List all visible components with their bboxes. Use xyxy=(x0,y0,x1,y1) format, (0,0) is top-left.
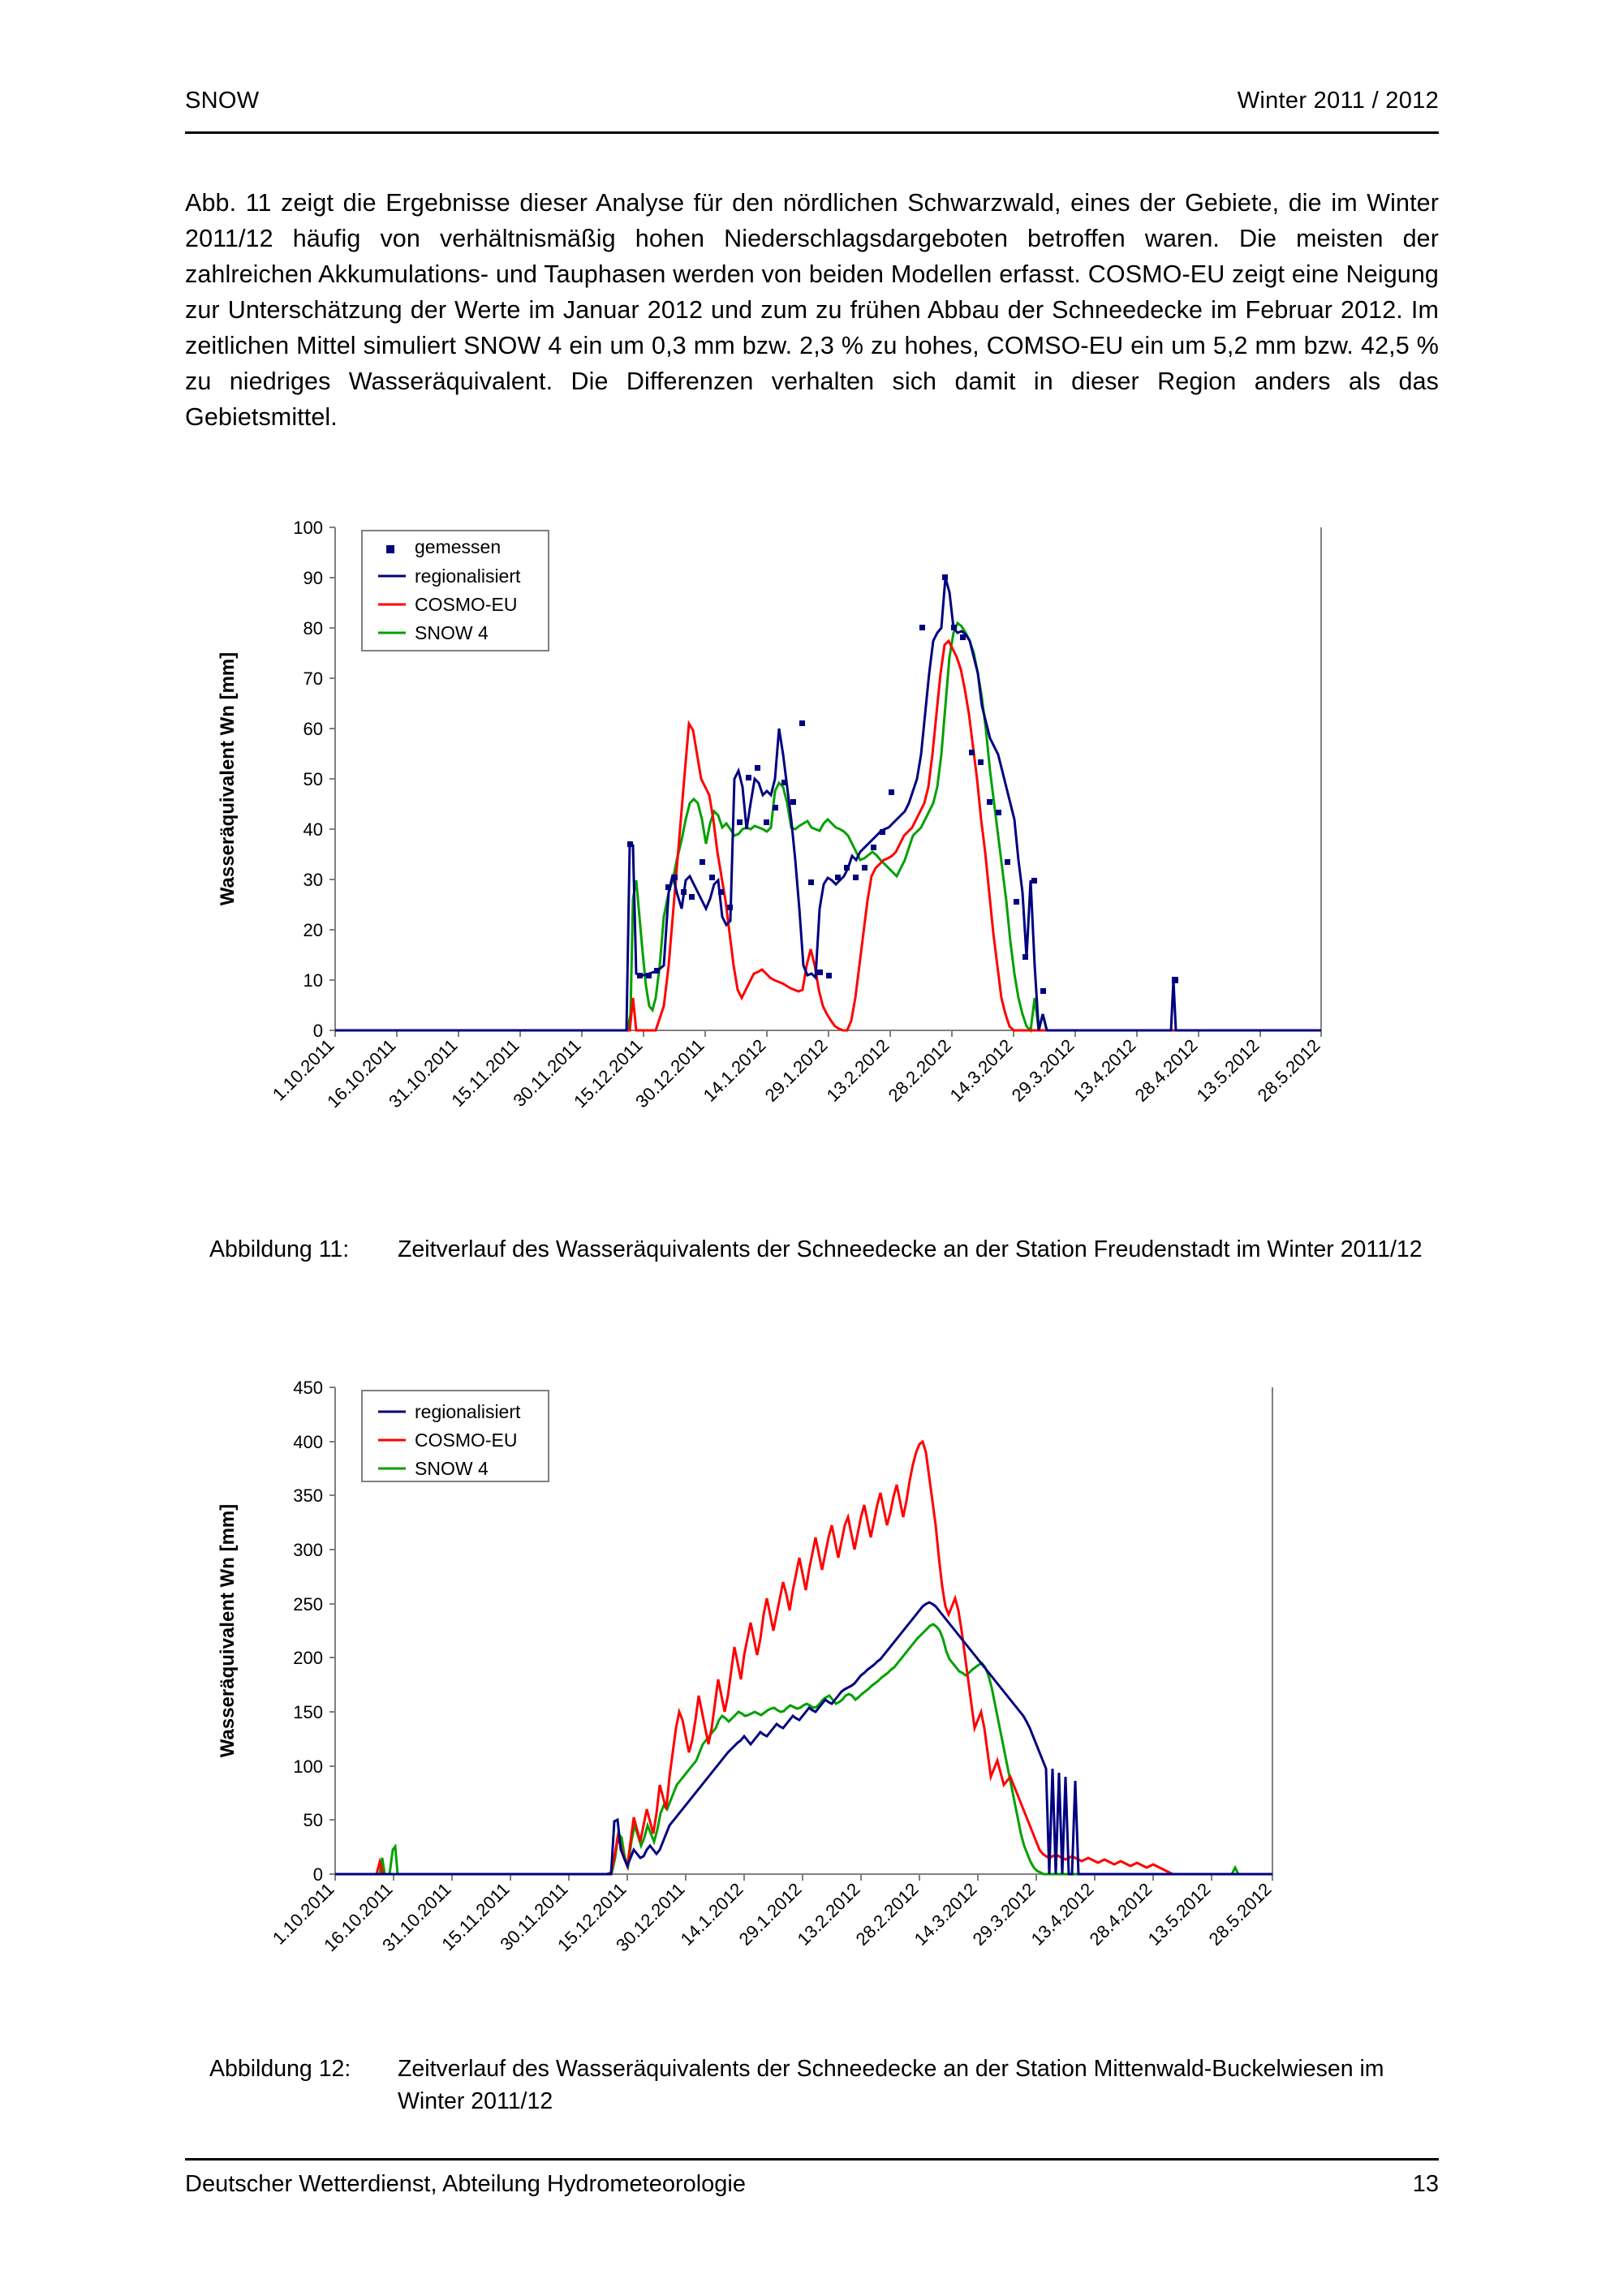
svg-text:1.10.2011: 1.10.2011 xyxy=(268,1878,338,1949)
page-footer xyxy=(185,2171,1439,2208)
svg-text:29.3.2012: 29.3.2012 xyxy=(1007,1034,1078,1106)
chart-11-svg xyxy=(185,511,1439,1168)
svg-text:13.2.2012: 13.2.2012 xyxy=(822,1034,893,1106)
figure-12-caption-label: Abbildung 12: xyxy=(209,2056,351,2082)
chart-11-series-cosmo xyxy=(335,641,1321,1030)
svg-text:16.10.2011: 16.10.2011 xyxy=(323,1034,400,1112)
svg-text:50: 50 xyxy=(303,769,323,789)
svg-text:300: 300 xyxy=(293,1540,323,1560)
svg-text:40: 40 xyxy=(303,819,323,840)
legend-label-snow4: SNOW 4 xyxy=(415,622,489,643)
svg-text:13.4.2012: 13.4.2012 xyxy=(1069,1034,1140,1106)
chart-12-legend xyxy=(362,1391,549,1481)
svg-text:0: 0 xyxy=(312,1021,323,1041)
svg-text:70: 70 xyxy=(303,669,323,689)
svg-text:13.5.2012: 13.5.2012 xyxy=(1143,1878,1215,1950)
svg-text:29.1.2012: 29.1.2012 xyxy=(734,1878,806,1950)
legend-label-regionalisiert: regionalisiert xyxy=(415,565,521,587)
svg-text:28.5.2012: 28.5.2012 xyxy=(1253,1034,1324,1106)
legend-marker-gemessen xyxy=(386,545,394,553)
svg-text:13.5.2012: 13.5.2012 xyxy=(1192,1034,1264,1106)
footer-left-text: Deutscher Wetterdienst, Abteilung Hydrometeorologie xyxy=(185,2171,747,2197)
svg-text:10: 10 xyxy=(303,970,323,991)
chart-12 xyxy=(185,1371,1439,1996)
svg-text:15.11.2011: 15.11.2011 xyxy=(437,1878,514,1955)
svg-text:28.2.2012: 28.2.2012 xyxy=(851,1878,923,1950)
svg-text:1.10.2011: 1.10.2011 xyxy=(268,1034,338,1105)
page-header xyxy=(185,88,1439,128)
legend-label-cosmo: COSMO-EU xyxy=(415,594,518,615)
svg-text:0: 0 xyxy=(312,1864,323,1885)
svg-text:90: 90 xyxy=(303,568,323,588)
svg-text:15.12.2011: 15.12.2011 xyxy=(570,1034,647,1112)
chart-11-y-axis-title: Wasseräquivalent Wn [mm] xyxy=(217,651,239,906)
svg-text:28.5.2012: 28.5.2012 xyxy=(1204,1878,1276,1950)
svg-text:30: 30 xyxy=(303,870,323,890)
legend-label-regionalisiert: regionalisiert xyxy=(415,1401,521,1422)
chart-12-y-axis-title: Wasseräquivalent Wn [mm] xyxy=(217,1503,239,1758)
svg-text:100: 100 xyxy=(293,1756,323,1777)
svg-text:30.11.2011: 30.11.2011 xyxy=(496,1878,572,1955)
body-paragraph: Abb. 11 zeigt die Ergebnisse dieser Analyse für den nördlichen Schwarzwald, eines der Gebiete, die im Winter 2011/12 häufig von verhältnismäßig hohen Niederschlagsdargeboten betroffen waren. Die meisten der zahlreichen Akkumulations- und Tauphasen werden von beiden Modellen erfasst. COSMO-EU zeigt eine Neigung zur Unterschätzung der Werte im Januar 2012 und zum zu frühen Abbau der Schneedecke im Februar 2012. Im zeitlichen Mittel simuliert SNOW 4 ein um 0,3 mm bzw. 2,3 % zu hohes, COMSO-EU ein um 5,2 mm bzw. 42,5 % zu niedriges Wasseräquivalent. Die Differenzen verhalten sich damit in dieser Region anders als das Gebietsmittel. xyxy=(185,189,1439,431)
chart-12-svg xyxy=(185,1371,1439,1996)
figure-12-caption xyxy=(209,2053,1443,2118)
legend-label-gemessen: gemessen xyxy=(415,536,502,557)
svg-text:14.1.2012: 14.1.2012 xyxy=(699,1034,770,1106)
svg-text:13.2.2012: 13.2.2012 xyxy=(793,1878,864,1950)
svg-text:30.11.2011: 30.11.2011 xyxy=(509,1034,585,1111)
figure-11-caption-text: Zeitverlauf des Wasseräquivalents der Schneedecke an der Station Freudenstadt im Winter 2011/12 xyxy=(398,1236,1423,1262)
header-divider xyxy=(185,131,1439,134)
chart-12-series-regionalisiert xyxy=(335,1602,1272,1874)
page-number: 13 xyxy=(1412,2171,1439,2197)
svg-text:350: 350 xyxy=(293,1486,323,1506)
svg-text:250: 250 xyxy=(293,1594,323,1615)
svg-text:400: 400 xyxy=(293,1432,323,1452)
figure-11 xyxy=(185,511,1439,1168)
chart-12-series-cosmo xyxy=(335,1442,1272,1874)
svg-text:20: 20 xyxy=(303,920,323,940)
svg-text:13.4.2012: 13.4.2012 xyxy=(1027,1878,1098,1950)
chart-12-series-snow4 xyxy=(335,1624,1272,1874)
figure-11-caption xyxy=(209,1233,1443,1266)
chart-11-x-ticks xyxy=(269,1030,1324,1111)
svg-text:14.3.2012: 14.3.2012 xyxy=(910,1878,981,1950)
svg-text:28.2.2012: 28.2.2012 xyxy=(884,1034,955,1106)
svg-text:60: 60 xyxy=(303,719,323,739)
svg-text:31.10.2011: 31.10.2011 xyxy=(385,1034,462,1112)
svg-text:28.4.2012: 28.4.2012 xyxy=(1085,1878,1156,1950)
svg-text:80: 80 xyxy=(303,618,323,638)
svg-text:15.12.2011: 15.12.2011 xyxy=(553,1878,631,1956)
svg-text:100: 100 xyxy=(293,518,323,538)
chart-11-series-snow4 xyxy=(335,623,1321,1030)
svg-text:200: 200 xyxy=(293,1648,323,1668)
chart-11-legend xyxy=(362,531,549,651)
figure-12 xyxy=(185,1371,1439,1996)
header-left-text: SNOW xyxy=(185,88,260,114)
chart-12-y-ticks xyxy=(293,1378,335,1885)
footer-divider xyxy=(185,2158,1439,2161)
svg-text:14.1.2012: 14.1.2012 xyxy=(676,1878,747,1950)
svg-text:29.1.2012: 29.1.2012 xyxy=(760,1034,832,1106)
svg-text:15.11.2011: 15.11.2011 xyxy=(447,1034,523,1111)
chart-12-x-ticks xyxy=(269,1874,1276,1955)
figure-12-caption-text: Zeitverlauf des Wasseräquivalents der Schneedecke an der Station Mittenwald-Buckelwiesen im Winter 2011/12 xyxy=(398,2056,1384,2114)
svg-text:31.10.2011: 31.10.2011 xyxy=(378,1878,455,1956)
svg-text:450: 450 xyxy=(293,1378,323,1398)
svg-text:28.4.2012: 28.4.2012 xyxy=(1130,1034,1202,1106)
svg-text:29.3.2012: 29.3.2012 xyxy=(968,1878,1040,1950)
svg-text:50: 50 xyxy=(303,1810,323,1830)
chart-11-series-gemessen xyxy=(627,574,1178,994)
svg-text:30.12.2011: 30.12.2011 xyxy=(612,1878,689,1956)
legend-label-cosmo: COSMO-EU xyxy=(415,1430,518,1451)
svg-text:14.3.2012: 14.3.2012 xyxy=(945,1034,1017,1106)
chart-11-y-ticks xyxy=(293,518,335,1041)
svg-text:150: 150 xyxy=(293,1702,323,1722)
header-right-text: Winter 2011 / 2012 xyxy=(1237,88,1439,114)
svg-text:30.12.2011: 30.12.2011 xyxy=(631,1034,708,1112)
svg-text:16.10.2011: 16.10.2011 xyxy=(320,1878,397,1956)
figure-11-caption-label: Abbildung 11: xyxy=(209,1236,350,1262)
legend-label-snow4: SNOW 4 xyxy=(415,1458,489,1479)
chart-11 xyxy=(185,511,1439,1168)
